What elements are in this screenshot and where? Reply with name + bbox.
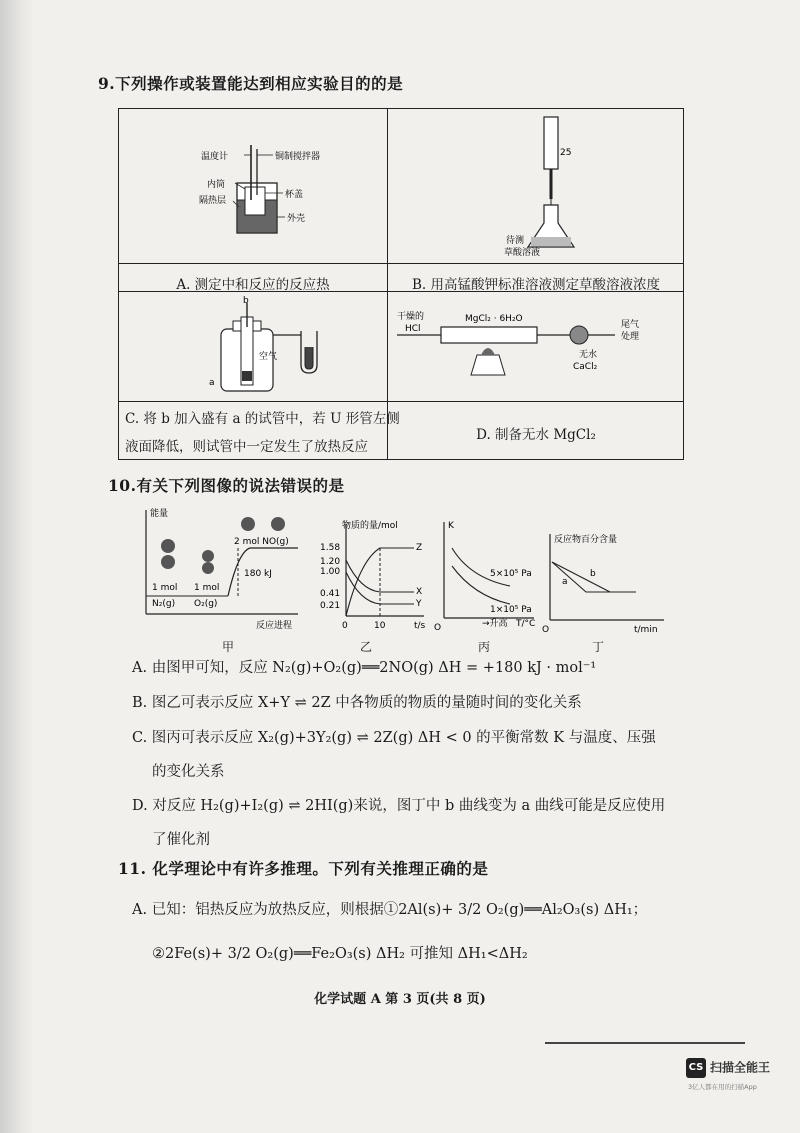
q9-option-table <box>118 108 684 460</box>
label-tail-treatment: 处理 <box>621 332 640 342</box>
table-divider <box>119 401 683 402</box>
bing-origin: O <box>434 623 442 633</box>
label-b: b <box>243 296 249 306</box>
label-thermometer: 温度计 <box>201 152 229 162</box>
scanner-brand <box>686 1058 770 1078</box>
bing-rise-label: →升高 <box>482 619 508 629</box>
titration-diagram <box>504 113 624 259</box>
jia-r1a: 1 mol <box>152 583 178 593</box>
yi-series-label: X <box>416 587 423 597</box>
q9-title: 9.下列操作或装置能达到相应实验目的的是 <box>98 74 404 93</box>
graph-ding-caption: 丁 <box>592 640 605 654</box>
yi-y-tick: 0.41 <box>320 589 341 599</box>
yi-series-label: Z <box>416 543 423 553</box>
label-a: a <box>209 378 215 388</box>
mgcl2-apparatus <box>389 295 683 399</box>
yi-x-label: t/s <box>414 621 426 631</box>
bing-x-label: T/°C <box>516 619 536 629</box>
graph-bing <box>430 518 540 636</box>
label-sample-1: 待测 <box>506 236 525 246</box>
yi-y-tick: 0.21 <box>320 601 341 611</box>
label-cacl2: CaCl₂ <box>573 362 598 372</box>
q10-option-c-line1: C. 图丙可表示反应 X₂(g)+3Y₂(g) ⇌ 2Z(g) ΔH < 0 的平衡常数 K 与温度、压强 <box>132 730 656 746</box>
q10-option-a: A. 由图甲可知，反应 N₂(g)+O₂(g)══2NO(g) ΔH = +180 kJ · mol⁻¹ <box>132 660 597 676</box>
label-lid: 杯盖 <box>285 190 304 200</box>
q10-option-d-line1: D. 对反应 H₂(g)+I₂(g) ⇌ 2HI(g)来说，图丁中 b 曲线变为 a 曲线可能是反应使用 <box>132 798 666 814</box>
q10-title: 10.有关下列图像的说法错误的是 <box>108 476 345 495</box>
calorimeter-diagram <box>199 145 379 249</box>
label-burette-25: 25 <box>560 148 572 158</box>
page-footer: 化学试题 A 第 3 页(共 8 页) <box>314 992 486 1007</box>
yi-y-tick: 1.20 <box>320 557 341 567</box>
label-dry: 干燥的 <box>397 312 425 322</box>
q11-title: 11. 化学理论中有许多推理。下列有关推理正确的是 <box>118 859 489 878</box>
graph-bing-caption: 丙 <box>478 640 491 654</box>
table-divider <box>119 263 683 264</box>
ding-curve-b: b <box>590 569 596 579</box>
q11-option-a-line1: A. 已知：铝热反应为放热反应，则根据①2Al(s)+ 3/2 O₂(g)══Al₂O₃(s) ΔH₁； <box>132 902 648 918</box>
label-air: 空气 <box>259 352 278 362</box>
jia-r2b: O₂(g) <box>194 599 218 609</box>
graph-yi-caption: 乙 <box>360 640 373 654</box>
label-hcl: HCl <box>405 324 421 334</box>
ding-origin: O <box>542 625 550 635</box>
jia-energy-label: 180 kJ <box>244 569 272 579</box>
graph-jia-caption: 甲 <box>222 640 235 654</box>
q9-option-c-line1: C. 将 b 加入盛有 a 的试管中，若 U 形管左侧 <box>125 411 400 427</box>
q10-option-b: B. 图乙可表示反应 X+Y ⇌ 2Z 中各物质的物质的量随时间的变化关系 <box>132 695 582 711</box>
label-tail-gas: 尾气 <box>621 320 640 330</box>
camscanner-logo-icon: CS <box>686 1058 706 1078</box>
q9-option-d: D. 制备无水 MgCl₂ <box>476 427 596 443</box>
q11-option-a-line2: ②2Fe(s)+ 3/2 O₂(g)══Fe₂O₃(s) ΔH₂ 可推知 ΔH₁<ΔH₂ <box>152 946 528 962</box>
divider <box>545 1042 745 1044</box>
label-insulation: 隔热层 <box>199 196 227 206</box>
jia-x-label: 反应进程 <box>256 621 293 631</box>
q10-option-d-line2: 了催化剂 <box>152 832 210 848</box>
q9-option-c-line2: 液面降低，则试管中一定发生了放热反应 <box>125 439 368 455</box>
bing-curve-label: 1×10⁵ Pa <box>490 605 532 615</box>
bing-y-label: K <box>448 521 454 531</box>
yi-series-label: Y <box>416 599 422 609</box>
graph-jia <box>138 506 318 636</box>
label-mgcl2: MgCl₂ · 6H₂O <box>465 314 523 324</box>
ding-curve-a: a <box>562 577 568 587</box>
graph-ding <box>540 530 670 636</box>
jia-product-label: 2 mol NO(g) <box>234 537 289 547</box>
brand-name: 扫描全能王 <box>710 1060 771 1075</box>
label-stirrer: 铜制搅拌器 <box>275 152 321 162</box>
scan-shadow <box>0 0 34 1133</box>
jia-r1b: N₂(g) <box>152 599 176 609</box>
yi-y-tick: 1.58 <box>320 543 341 553</box>
q10-option-c-line2: 的变化关系 <box>152 764 225 780</box>
u-tube-diagram <box>203 295 353 395</box>
q9-option-b: B. 用高锰酸钾标准溶液测定草酸溶液浓度 <box>411 277 660 293</box>
jia-y-label: 能量 <box>150 509 169 519</box>
yi-x-tick-0: 0 <box>342 621 348 631</box>
label-shell: 外壳 <box>287 214 306 224</box>
yi-y-label: 物质的量/mol <box>342 521 398 531</box>
brand-tagline: 3亿人都在用的扫描App <box>688 1083 757 1091</box>
ding-x-label: t/min <box>634 625 658 635</box>
jia-r2a: 1 mol <box>194 583 220 593</box>
label-sample-2: 草酸溶液 <box>504 248 541 258</box>
q9-option-a: A. 测定中和反应的反应热 <box>176 277 330 293</box>
label-inner: 内筒 <box>207 180 226 190</box>
bing-curve-label: 5×10⁵ Pa <box>490 569 532 579</box>
label-anhydrous: 无水 <box>579 350 598 360</box>
ding-y-label: 反应物百分含量 <box>554 535 618 545</box>
yi-y-tick: 1.00 <box>320 567 341 577</box>
graph-yi <box>320 520 430 636</box>
yi-x-tick-10: 10 <box>374 621 386 631</box>
